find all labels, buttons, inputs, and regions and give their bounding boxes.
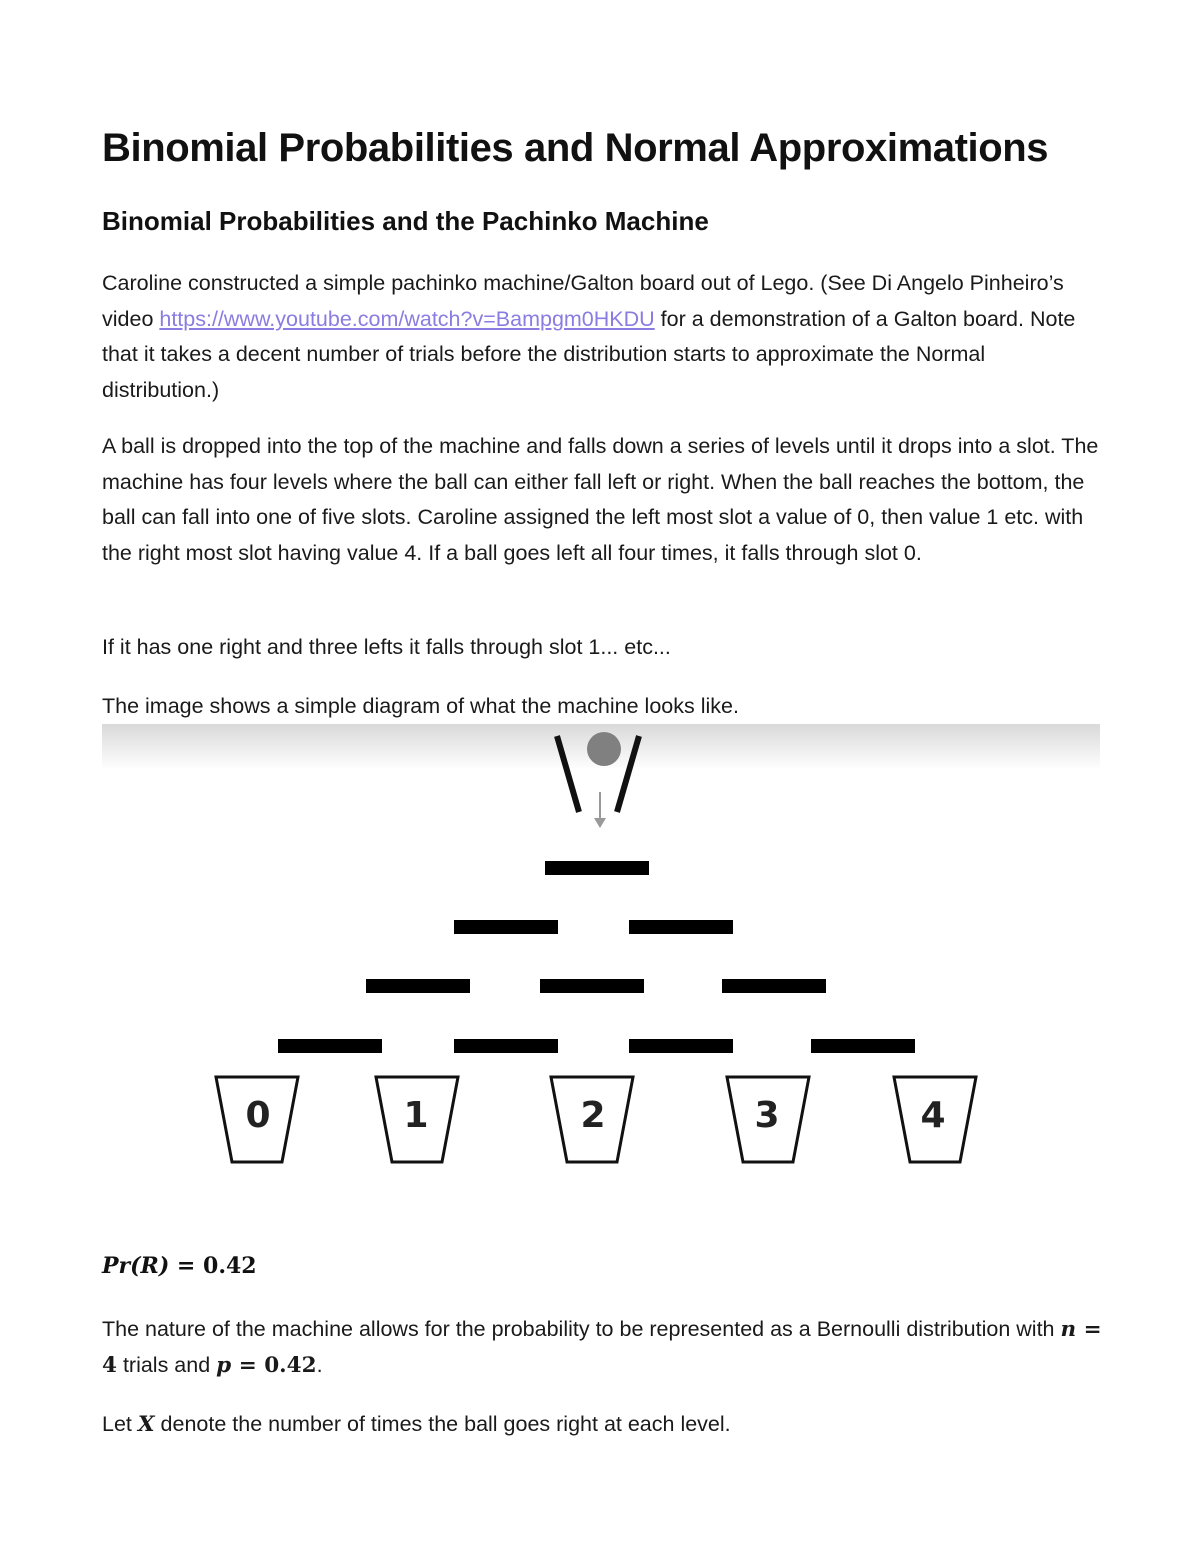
- p-variable: p: [216, 1352, 232, 1378]
- pachinko-machine-diagram: [102, 724, 1100, 1184]
- pachinko-svg: [102, 724, 1100, 1184]
- slot-4-label: 4: [920, 1095, 946, 1136]
- image-caption-paragraph: The image shows a simple diagram of what the machine looks like.: [102, 694, 739, 718]
- slot-rule-paragraph: If it has one right and three lefts it falls through slot 1... etc...: [102, 635, 671, 659]
- bernoulli-text-3: .: [316, 1352, 323, 1377]
- n-value: 4: [102, 1352, 117, 1378]
- drop-arrow: [594, 792, 606, 828]
- arrow-head: [594, 818, 606, 828]
- intro-paragraph: [102, 266, 1102, 408]
- peg-level3-3: [722, 979, 826, 993]
- intro-text-after-link: for a demonstration of a Galton board. Note that it takes a decent number of trials before the distribution starts to approximate the Normal distribution.): [102, 306, 1076, 402]
- peg-level2-2: [629, 920, 733, 934]
- x-variable: X: [137, 1412, 155, 1437]
- ball: [587, 732, 621, 766]
- rv-text-1: Let: [102, 1412, 138, 1436]
- p-value: 0.42: [264, 1352, 317, 1378]
- peg-level4-4: [811, 1039, 915, 1053]
- bernoulli-paragraph: [102, 1312, 1102, 1383]
- youtube-video-link[interactable]: https://www.youtube.com/watch?v=Bampgm0HKDU: [159, 306, 655, 331]
- intro-text-before-link: Caroline constructed a simple pachinko machine/Galton board out of Lego. (See Di Angelo Pinheiro’s video: [102, 271, 1064, 331]
- bernoulli-text-1: The nature of the machine allows for the probability to be represented as a Bernoulli distribution with: [102, 1317, 1061, 1341]
- slot-1: [376, 1077, 458, 1162]
- rv-text-2: denote the number of times the ball goes right at each level.: [154, 1412, 731, 1436]
- probability-equation: [102, 1253, 257, 1279]
- equation-equals: =: [169, 1253, 204, 1279]
- slot-0: [216, 1077, 298, 1162]
- equation-rhs: 0.42: [203, 1253, 257, 1279]
- page-title: Binomial Probabilities and Normal Approximations: [102, 126, 1049, 170]
- machine-description-paragraph: A ball is dropped into the top of the machine and falls down a series of levels until it drops into a slot. The machine has four levels where the ball can either fall left or right. When the ball reaches the bottom, the ball can fall into one of five slots. Caroline assigned the left most slot a value of 0, then value 1 etc. with the right most slot having value 4. If a ball goes left all four times, it falls through slot 0.: [102, 434, 1099, 565]
- peg-level4-2: [454, 1039, 558, 1053]
- slot-4: [894, 1077, 976, 1162]
- p-equals: =: [231, 1352, 265, 1378]
- n-equals: =: [1076, 1317, 1102, 1342]
- section-heading: Binomial Probabilities and the Pachinko Machine: [102, 206, 709, 236]
- equation-lhs: Pr(R): [102, 1253, 170, 1279]
- n-variable: n: [1060, 1317, 1077, 1342]
- slot-2: [551, 1077, 633, 1162]
- slot-2-label: 2: [580, 1095, 606, 1136]
- peg-level2-1: [454, 920, 558, 934]
- slot-1-label: 1: [403, 1095, 429, 1136]
- slot-0-label: 0: [245, 1095, 271, 1136]
- peg-level1-1: [545, 861, 649, 875]
- slot-3: [727, 1077, 809, 1162]
- bernoulli-text-2: trials and: [116, 1352, 217, 1377]
- pegs: [278, 861, 915, 1053]
- slot-3-label: 3: [754, 1095, 780, 1136]
- peg-level4-3: [629, 1039, 733, 1053]
- peg-level4-1: [278, 1039, 382, 1053]
- peg-level3-1: [366, 979, 470, 993]
- peg-level3-2: [540, 979, 644, 993]
- random-variable-paragraph: [102, 1407, 1102, 1443]
